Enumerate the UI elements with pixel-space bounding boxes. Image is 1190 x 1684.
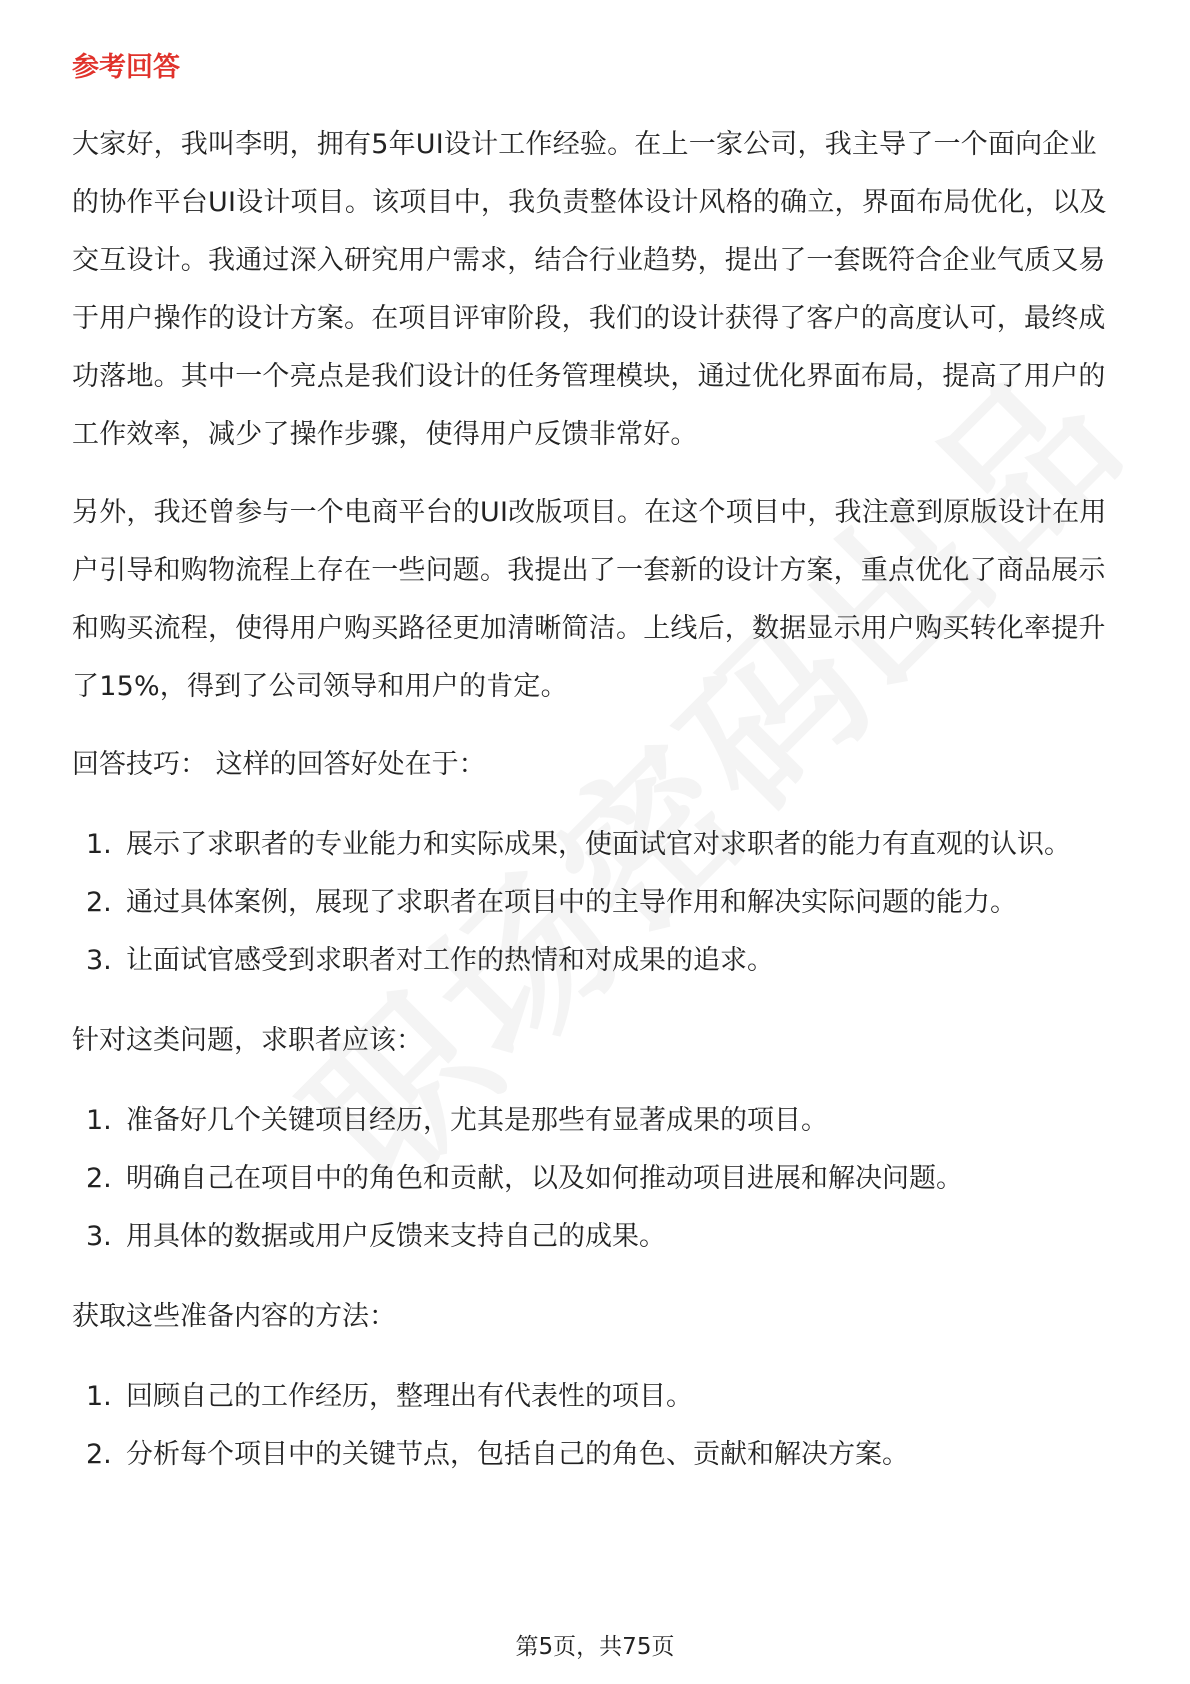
list-text: 让面试官感受到求职者对工作的热情和对成果的追求。 [126,945,774,976]
answer-paragraph-1: 大家好，我叫李明，拥有5年UI设计工作经验。在上一家公司，我主导了一个面向企业的协作平台UI设计项目。该项目中，我负责整体设计风格的确立，界面布局优化，以及交互设计。我通过深入研究用户需求，结合行业趋势，提出了一套既符合企业气质又易于用户操作的设计方案。在项目评审阶段，我们的设计获得了客户的高度认可，最终成功落地。其中一个亮点是我们设计的任务管理模块，通过优化界面布局，提高了用户的工作效率，减少了操作步骤，使得用户反馈非常好。 [72,129,1107,450]
list-number: 1. [86,1105,112,1136]
methods-lead: 获取这些准备内容的方法： [72,1301,396,1332]
list-item [72,874,1118,932]
list-item [72,1208,1118,1266]
page-content [72,48,1118,1506]
tips-list [72,816,1118,990]
list-item [72,1368,1118,1426]
list-item [72,932,1118,990]
list-number: 2. [86,1163,112,1194]
page-number: 第5页，共75页 [515,1634,675,1660]
list-number: 1. [86,1381,112,1412]
list-item [72,1150,1118,1208]
should-list [72,1092,1118,1266]
answer-paragraph-2: 另外，我还曾参与一个电商平台的UI改版项目。在这个项目中，我注意到原版设计在用户引导和购物流程上存在一些问题。我提出了一套新的设计方案，重点优化了商品展示和购买流程，使得用户购买路径更加清晰简洁。上线后，数据显示用户购买转化率提升了15%，得到了公司领导和用户的肯定。 [72,497,1107,702]
list-item [72,1426,1118,1484]
list-text: 分析每个项目中的关键节点，包括自己的角色、贡献和解决方案。 [126,1439,909,1470]
list-text: 回顾自己的工作经历，整理出有代表性的项目。 [126,1381,693,1412]
list-number: 3. [86,945,112,976]
list-item [72,1092,1118,1150]
list-number: 2. [86,887,112,918]
list-number: 2. [86,1439,112,1470]
list-text: 用具体的数据或用户反馈来支持自己的成果。 [126,1221,666,1252]
tips-lead: 回答技巧： 这样的回答好处在于： [72,749,486,780]
list-number: 1. [86,829,112,860]
list-text: 明确自己在项目中的角色和贡献，以及如何推动项目进展和解决问题。 [126,1163,963,1194]
list-text: 通过具体案例，展现了求职者在项目中的主导作用和解决实际问题的能力。 [126,887,1017,918]
should-lead: 针对这类问题，求职者应该： [72,1025,423,1056]
methods-list [72,1368,1118,1484]
section-heading: 参考回答 [72,52,180,83]
list-number: 3. [86,1221,112,1252]
list-text: 展示了求职者的专业能力和实际成果，使面试官对求职者的能力有直观的认识。 [126,829,1071,860]
list-text: 准备好几个关键项目经历，尤其是那些有显著成果的项目。 [126,1105,828,1136]
list-item [72,816,1118,874]
